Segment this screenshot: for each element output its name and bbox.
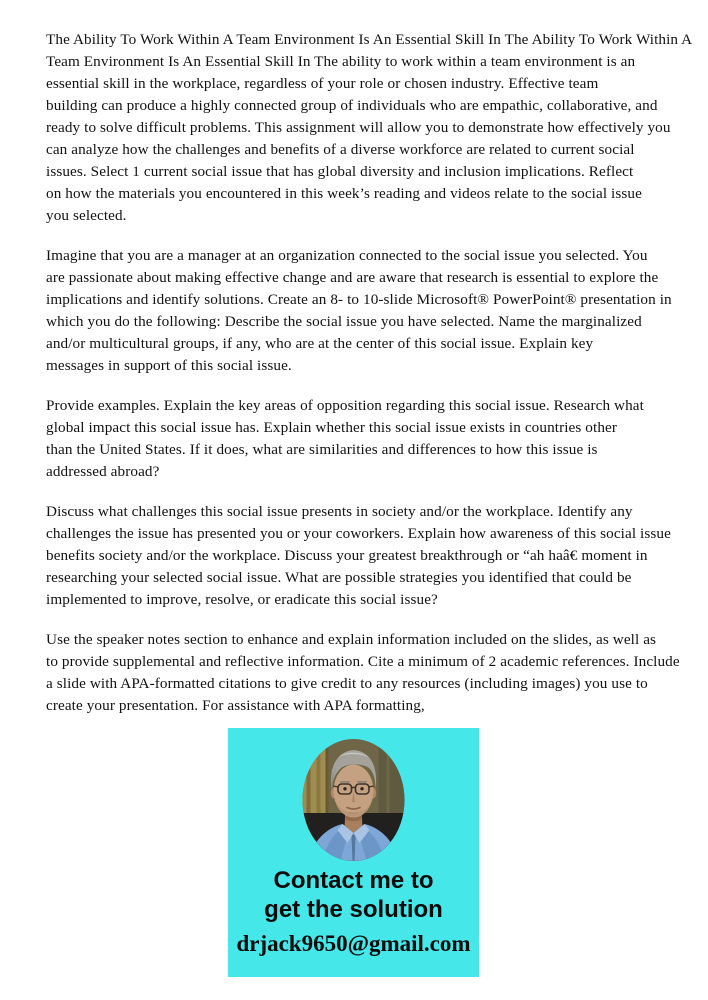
man-portrait-icon <box>302 739 405 861</box>
text-line: addressed abroad? <box>46 463 160 480</box>
text-line: Team Environment Is An Essential Skill In The ability to work within a team environment is an <box>46 53 636 70</box>
text-line: can analyze how the challenges and benefits of a diverse workforce are related to current social <box>46 141 635 158</box>
text-line: messages in support of this social issue. <box>46 357 292 374</box>
text-line: The Ability To Work Within A Team Environment Is An Essential Skill In The Ability To Work Within A <box>46 31 693 48</box>
text-line: implications and identify solutions. Create an 8- to 10-slide Microsoft® PowerPoint® presentation in <box>46 291 672 308</box>
text-line: are passionate about making effective change and are aware that research is essential to explore the <box>46 269 659 286</box>
contact-text-line1: Contact me to <box>273 867 434 894</box>
text-line: issues. Select 1 current social issue that has global diversity and inclusion implications. Reflect <box>46 163 634 180</box>
text-line: implemented to improve, resolve, or eradicate this social issue? <box>46 591 438 608</box>
paragraph <box>46 29 693 227</box>
text-line: to provide supplemental and reflective information. Cite a minimum of 2 academic references. Include <box>46 653 680 670</box>
text-line: which you do the following: Describe the social issue you have selected. Name the marginalized <box>46 313 642 330</box>
text-line: on how the materials you encountered in this week’s reading and videos relate to the social issue <box>46 185 642 202</box>
text-line: building can produce a highly connected group of individuals who are empathic, collaborative, and <box>46 97 658 114</box>
avatar-photo <box>302 739 405 861</box>
contact-email: drjack9650@gmail.com <box>236 931 471 956</box>
text-line: Use the speaker notes section to enhance and explain information included on the slides, as well as <box>46 631 657 648</box>
contact-card <box>228 728 479 977</box>
text-line: Discuss what challenges this social issue presents in society and/or the workplace. Identify any <box>46 503 633 520</box>
contact-text-line2: get the solution <box>264 896 443 923</box>
text-line: than the United States. If it does, what are similarities and differences to how this issue is <box>46 441 598 458</box>
text-line: global impact this social issue has. Explain whether this social issue exists in countries other <box>46 419 618 436</box>
paragraph <box>46 245 676 377</box>
paragraph <box>46 629 680 717</box>
text-line: you selected. <box>46 207 127 224</box>
document-body <box>46 29 693 735</box>
text-line: create your presentation. For assistance with APA formatting, <box>46 697 425 714</box>
text-line: ready to solve difficult problems. This assignment will allow you to demonstrate how effectively you <box>46 119 671 136</box>
text-line: a slide with APA-formatted citations to give credit to any resources (including images) you use to <box>46 675 648 692</box>
text-line: essential skill in the workplace, regardless of your role or chosen industry. Effective team <box>46 75 599 92</box>
text-line: Imagine that you are a manager at an organization connected to the social issue you selected. You <box>46 247 648 264</box>
text-line: Provide examples. Explain the key areas of opposition regarding this social issue. Research what <box>46 397 644 414</box>
text-line: researching your selected social issue. What are possible strategies you identified that could be <box>46 569 632 586</box>
text-line: challenges the issue has presented you or your coworkers. Explain how awareness of this social issue <box>46 525 671 542</box>
paragraph <box>46 395 676 483</box>
text-line: benefits society and/or the workplace. Discuss your greatest breakthrough or “ah haâ€ moment in <box>46 547 648 564</box>
text-line: and/or multicultural groups, if any, who are at the center of this social issue. Explain key <box>46 335 594 352</box>
paragraph <box>46 501 676 611</box>
